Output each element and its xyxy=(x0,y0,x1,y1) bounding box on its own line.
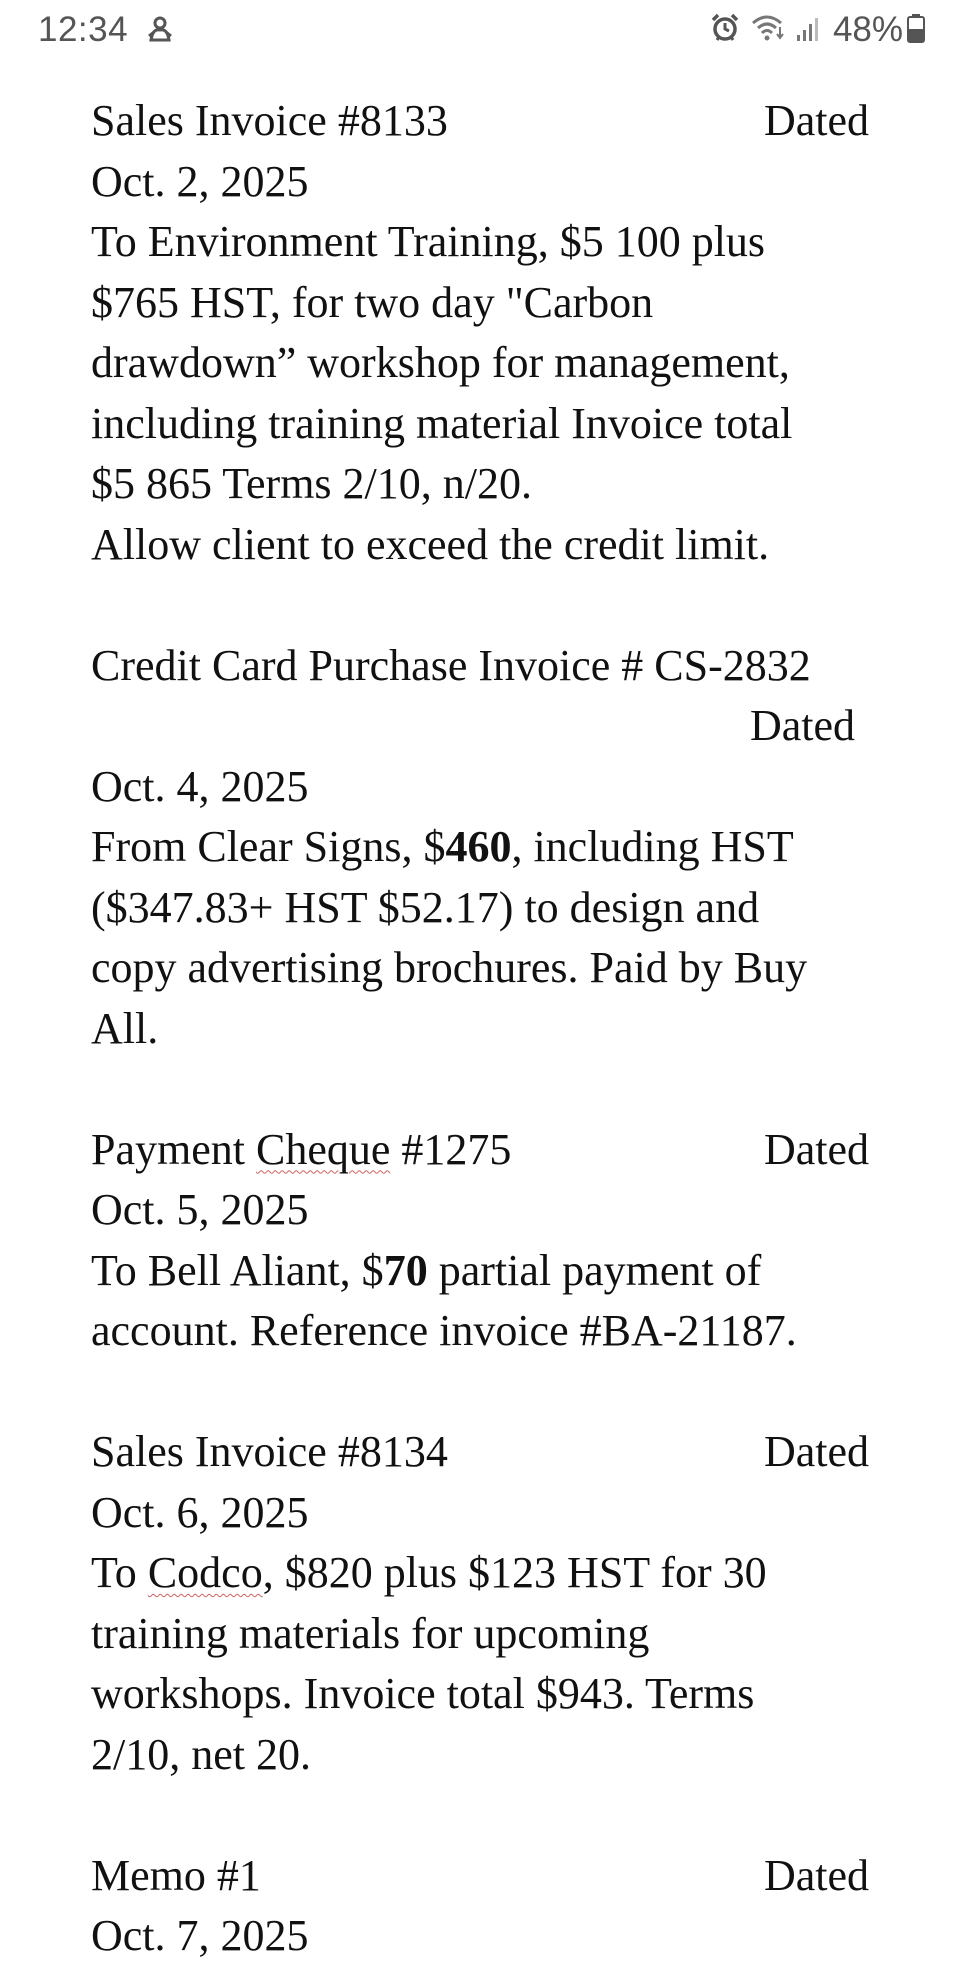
body-line: 2/10, net 20. xyxy=(91,1729,311,1779)
body-line xyxy=(91,1543,921,1604)
entry-date: Oct. 6, 2025 xyxy=(91,1487,309,1537)
blank-line xyxy=(91,1059,921,1120)
status-bar xyxy=(0,0,967,60)
body-line: Allow client to exceed the credit limit. xyxy=(91,519,770,569)
body-line: workshops. Invoice total $943. Terms xyxy=(91,1669,755,1718)
body-line: All. xyxy=(91,1003,159,1053)
alarm-icon xyxy=(709,12,741,49)
spellcheck-word: Cheque xyxy=(255,1124,391,1174)
document-body xyxy=(91,91,921,1967)
entry-date: Oct. 7, 2025 xyxy=(91,1911,309,1960)
blank-line xyxy=(91,1785,921,1846)
body-line xyxy=(91,1241,921,1302)
text-segment: , including HST xyxy=(511,822,794,871)
blank-line xyxy=(91,1362,921,1423)
dated-label: Dated xyxy=(763,96,869,145)
body-line: copy advertising brochures. Paid by Buy xyxy=(91,943,808,992)
body-line: drawdown” workshop for management, xyxy=(91,338,790,387)
dated-label: Dated xyxy=(763,1427,869,1476)
entry-title: Sales Invoice #8134 xyxy=(91,1427,448,1476)
status-time: 12:34 xyxy=(38,10,129,49)
dated-label: Dated xyxy=(763,1124,869,1174)
dated-label: Dated xyxy=(763,1850,869,1900)
text-segment: To Bell Aliant, $ xyxy=(91,1245,384,1295)
body-line xyxy=(91,817,921,878)
entry-date: Oct. 2, 2025 xyxy=(91,156,309,206)
dated-line xyxy=(91,696,921,757)
entry-title: Memo #1 xyxy=(91,1850,261,1900)
entry-header xyxy=(91,1846,869,1907)
entry-title: Credit Card Purchase Invoice # CS-2832 xyxy=(91,640,811,690)
entry-header xyxy=(91,1422,869,1483)
entry-title xyxy=(91,1120,511,1181)
entry-header xyxy=(91,91,869,152)
entry-header xyxy=(91,1120,869,1181)
body-line: ($347.83+ HST $52.17) to design and xyxy=(91,882,760,932)
battery-icon xyxy=(907,13,925,48)
amount-bold: 460 xyxy=(445,822,512,871)
text-segment: From Clear Signs, $ xyxy=(91,822,446,871)
entry-title: Sales Invoice #8133 xyxy=(91,96,448,145)
status-icons xyxy=(709,10,925,50)
spellcheck-word: Codco xyxy=(147,1548,263,1597)
body-line: account. Reference invoice #BA-21187. xyxy=(91,1306,797,1355)
entry-date: Oct. 5, 2025 xyxy=(91,1185,309,1234)
text-segment: To xyxy=(91,1548,148,1597)
text-segment: #1275 xyxy=(390,1124,512,1174)
battery-percent: 48% xyxy=(832,10,903,49)
body-line: training materials for upcoming xyxy=(91,1608,650,1658)
signal-icon xyxy=(795,13,823,48)
body-line: including training material Invoice total xyxy=(91,398,793,448)
body-line: $5 865 Terms 2/10, n/20. xyxy=(91,459,532,508)
dated-label: Dated xyxy=(750,701,856,750)
body-line: To Environment Training, $5 100 plus xyxy=(91,217,766,266)
text-segment: Payment xyxy=(91,1124,256,1174)
text-segment: , $820 plus $123 HST for 30 xyxy=(262,1548,767,1597)
body-line: $765 HST, for two day "Carbon xyxy=(91,277,654,327)
wifi-icon xyxy=(751,13,785,48)
blank-line xyxy=(91,575,921,636)
amount-bold: 70 xyxy=(383,1245,428,1295)
notification-icon xyxy=(145,14,175,46)
entry-date: Oct. 4, 2025 xyxy=(91,761,309,811)
text-segment: partial payment of xyxy=(427,1245,762,1295)
